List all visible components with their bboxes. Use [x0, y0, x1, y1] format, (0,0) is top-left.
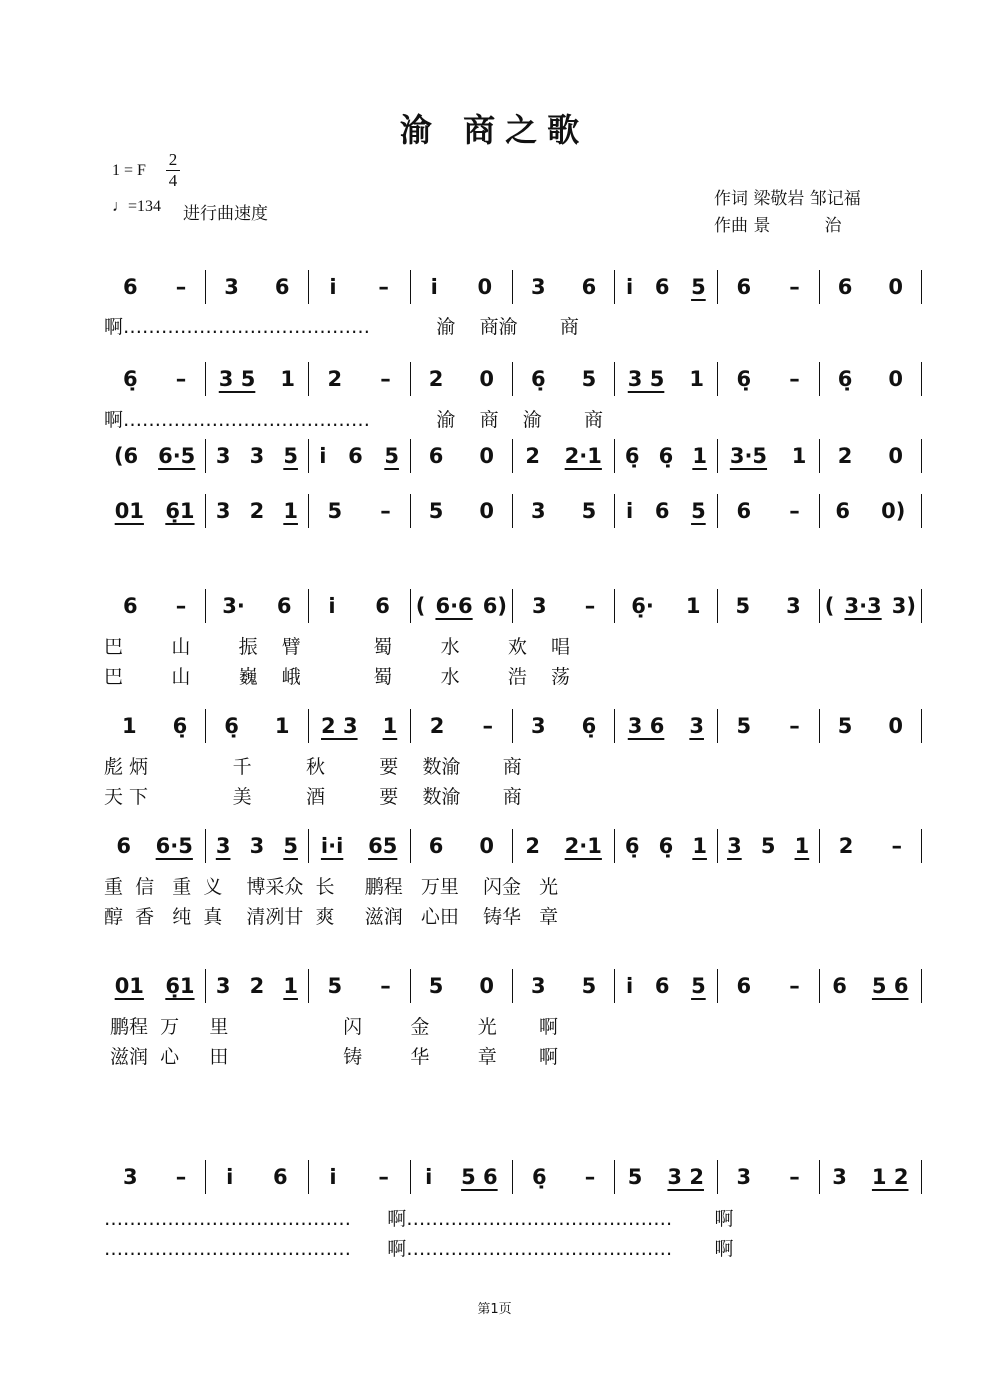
measure	[615, 709, 717, 743]
measure	[513, 709, 615, 743]
note: 0	[479, 974, 494, 998]
note: 0)	[881, 499, 906, 523]
note: 6	[654, 499, 670, 523]
measure	[309, 969, 411, 1003]
page-number: 第1页	[477, 1302, 512, 1317]
measure	[615, 829, 717, 863]
measure	[718, 829, 820, 863]
note: 6	[654, 974, 670, 998]
note: 0	[479, 499, 494, 523]
lyrics-line: 巴 山 振 臂 蜀 水 欢 唱	[104, 636, 571, 658]
note: 0	[888, 275, 903, 299]
note: i̇	[226, 1165, 234, 1189]
note: (	[415, 594, 426, 618]
note: 6̣	[581, 714, 597, 738]
measure	[104, 829, 206, 863]
measure	[104, 494, 206, 528]
note: –	[175, 367, 187, 391]
lyrics-line: 啊………………………………… 渝 商 渝 商	[104, 409, 604, 431]
note: 2	[249, 499, 265, 523]
note: –	[584, 594, 596, 618]
note: 3)	[891, 594, 916, 618]
note: 5	[691, 499, 706, 523]
note: 6̣	[736, 367, 752, 391]
note: 3	[224, 275, 239, 299]
note: 1	[689, 367, 704, 391]
note: –	[482, 714, 493, 738]
note: 01	[114, 974, 144, 998]
measure	[820, 829, 922, 863]
measure	[206, 494, 308, 528]
note: 1	[685, 594, 701, 618]
note: 6	[837, 275, 853, 299]
note: 6̣	[531, 367, 546, 391]
note: 0	[479, 444, 494, 468]
measure	[615, 494, 717, 528]
note: 1	[692, 444, 707, 468]
song-title: 渝 商之歌	[399, 111, 590, 149]
note: 3·3	[844, 594, 882, 618]
measure	[411, 439, 513, 473]
note: 3	[531, 714, 546, 738]
note: 3·5	[729, 444, 768, 468]
note: i̇	[328, 594, 336, 618]
note: 3	[832, 1165, 847, 1189]
note: 3 6	[627, 714, 665, 738]
measure	[820, 1160, 922, 1194]
note: 3	[215, 444, 231, 468]
note: 6̣	[624, 834, 640, 858]
time-signature	[166, 150, 180, 191]
note: 5	[736, 714, 752, 738]
note: 5	[581, 499, 597, 523]
measure	[206, 589, 308, 623]
measure	[718, 1160, 820, 1194]
note: 6	[123, 275, 138, 299]
note: 0	[888, 714, 903, 738]
measure	[820, 494, 922, 528]
note: i̇	[430, 275, 438, 299]
notation-line	[104, 494, 922, 528]
note: 6	[274, 275, 290, 299]
measure	[411, 494, 513, 528]
note: 1 2	[871, 1165, 909, 1189]
note: i̇	[329, 275, 337, 299]
note: –	[378, 275, 389, 299]
note: –	[789, 499, 800, 523]
note: 6̣	[172, 714, 188, 738]
note: 5	[283, 444, 298, 468]
note: 0	[477, 275, 493, 299]
note: i̇	[626, 275, 634, 299]
note: 2	[428, 367, 444, 391]
note: 3	[531, 275, 546, 299]
measure	[104, 589, 206, 623]
measure	[104, 270, 206, 304]
note: 6·5	[158, 444, 196, 468]
note: 6	[835, 499, 850, 523]
measure	[718, 270, 820, 304]
measure	[411, 969, 513, 1003]
measure	[513, 362, 615, 396]
measure	[104, 1160, 206, 1194]
lyrics-line: 巴 山 巍 峨 蜀 水 浩 荡	[104, 666, 571, 688]
note: 6	[581, 275, 597, 299]
measure	[309, 829, 411, 863]
lyrics-line: 滋润 心 田 铸 华 章 啊	[104, 1046, 558, 1068]
note: –	[380, 367, 391, 391]
measure	[411, 362, 513, 396]
note: 2	[327, 367, 343, 391]
measure	[206, 969, 308, 1003]
measure	[206, 709, 308, 743]
note: 6	[276, 594, 292, 618]
measure	[615, 589, 717, 623]
time-top: 2	[168, 150, 178, 169]
measure	[206, 270, 308, 304]
measure	[206, 1160, 308, 1194]
note: 1	[382, 714, 398, 738]
note: –	[891, 834, 902, 858]
note: 6)	[482, 594, 507, 618]
measure	[104, 362, 206, 396]
note: i̇	[425, 1165, 433, 1189]
note: 6	[832, 974, 847, 998]
note: 6̣	[837, 367, 853, 391]
note: 6	[736, 275, 752, 299]
note: –	[584, 1165, 596, 1189]
note: 2	[249, 974, 265, 998]
note: –	[175, 1165, 187, 1189]
note: –	[789, 275, 800, 299]
note: 3	[786, 594, 801, 618]
lyrics-line: 鹏程 万 里 闪 金 光 啊	[104, 1016, 558, 1038]
measure	[615, 270, 717, 304]
tempo-marking: ♩=134	[112, 198, 162, 215]
measure	[411, 270, 513, 304]
measure	[104, 439, 206, 473]
note: 6̣	[658, 834, 674, 858]
note: 3	[215, 499, 231, 523]
note: 5	[327, 499, 343, 523]
lyrics-line: 天 下 美 酒 要 数渝 商	[104, 786, 522, 808]
note: i̇	[626, 499, 634, 523]
note: 1	[274, 714, 290, 738]
note: 3	[532, 594, 547, 618]
measure	[513, 589, 615, 623]
note: 6̣1	[165, 499, 195, 523]
measure	[309, 1160, 411, 1194]
note: 6̣·	[631, 594, 654, 618]
notation-line	[104, 1160, 922, 1194]
notation-line	[104, 439, 922, 473]
measure	[411, 589, 513, 623]
note: 1	[283, 499, 298, 523]
note: 6	[428, 444, 444, 468]
note: 3	[689, 714, 704, 738]
note: 6̣	[658, 444, 674, 468]
note: 3	[531, 499, 546, 523]
note: 3	[123, 1165, 138, 1189]
note: 0	[888, 367, 903, 391]
measure	[718, 494, 820, 528]
lyrics-line: 重 信 重 义 博采众 长 鹏程 万里 闪金 光	[104, 876, 559, 898]
note: 0	[479, 367, 494, 391]
note: i̇	[319, 444, 327, 468]
lyricist: 作词 梁敬岩 邹记福	[714, 189, 861, 209]
key-signature: 1 = F	[112, 162, 146, 179]
measure	[513, 270, 615, 304]
note: 5	[837, 714, 853, 738]
note: 0	[888, 444, 903, 468]
notation-line	[104, 829, 922, 863]
note: 1	[283, 974, 298, 998]
note: –	[789, 714, 800, 738]
lyrics-line: ………………………………… 啊…………………………………… 啊	[104, 1208, 734, 1230]
measure	[411, 709, 513, 743]
measure	[820, 270, 922, 304]
note: 6	[375, 594, 390, 618]
note: 3 2	[667, 1165, 704, 1189]
note: 2	[838, 834, 854, 858]
measure	[309, 362, 411, 396]
measure	[820, 362, 922, 396]
note: i̇	[626, 974, 634, 998]
note: 6	[654, 275, 670, 299]
measure	[718, 362, 820, 396]
note: 6	[123, 594, 138, 618]
note: –	[380, 974, 391, 998]
note: 5	[327, 974, 343, 998]
note: 5	[283, 834, 298, 858]
note: 6	[273, 1165, 288, 1189]
note: 2	[429, 714, 445, 738]
note: –	[380, 499, 391, 523]
note: 6	[736, 499, 752, 523]
note: 5	[428, 499, 444, 523]
note: 3	[215, 834, 231, 858]
note: 1	[791, 444, 807, 468]
note: 6̣	[224, 714, 239, 738]
note: 1	[794, 834, 810, 858]
note: 6	[428, 834, 444, 858]
note: 3	[727, 834, 742, 858]
measure	[718, 969, 820, 1003]
notation-line	[104, 362, 922, 396]
note: 2 3	[321, 714, 358, 738]
measure	[309, 709, 411, 743]
measure	[104, 709, 206, 743]
credits	[714, 186, 861, 240]
note: 6	[116, 834, 131, 858]
note: –	[175, 594, 187, 618]
note: –	[789, 1165, 800, 1189]
measure	[718, 709, 820, 743]
note: 5	[627, 1165, 643, 1189]
note: 6̣1	[165, 974, 195, 998]
note: 3 5	[218, 367, 256, 391]
note: (	[824, 594, 835, 618]
note: 2	[525, 444, 540, 468]
note: 5	[428, 974, 444, 998]
note: 3	[531, 974, 546, 998]
measure	[513, 494, 615, 528]
note: 2	[837, 444, 853, 468]
note: 5	[691, 974, 706, 998]
note: 3	[736, 1165, 752, 1189]
note: 3·	[222, 594, 245, 618]
lyrics-line: ………………………………… 啊…………………………………… 啊	[104, 1238, 734, 1260]
note: 6·5	[155, 834, 193, 858]
tempo-text: 进行曲速度	[183, 204, 268, 224]
note: 3	[249, 834, 265, 858]
note: 5 6	[461, 1165, 498, 1189]
measure	[718, 439, 820, 473]
measure	[104, 969, 206, 1003]
note: 1	[692, 834, 707, 858]
measure	[309, 494, 411, 528]
notation-line	[104, 709, 922, 743]
measure	[615, 969, 717, 1003]
note: –	[175, 275, 187, 299]
note: 6̣	[123, 367, 138, 391]
note: 1	[280, 367, 295, 391]
measure	[615, 439, 717, 473]
note: (6	[113, 444, 139, 468]
measure	[206, 362, 308, 396]
note: –	[789, 367, 800, 391]
note: 2	[525, 834, 540, 858]
note: 6·6	[435, 594, 473, 618]
note: 3	[215, 974, 231, 998]
measure	[309, 589, 411, 623]
note: 5	[760, 834, 776, 858]
measure	[718, 589, 820, 623]
note: 6̣	[532, 1165, 547, 1189]
measure	[513, 1160, 615, 1194]
lyrics-line: 啊………………………………… 渝 商渝 商	[104, 316, 579, 338]
note: 01	[114, 499, 144, 523]
note: i̇	[329, 1165, 337, 1189]
measure	[513, 439, 615, 473]
note: 5	[691, 275, 706, 299]
note: 6̣	[624, 444, 640, 468]
note: –	[378, 1165, 389, 1189]
measure	[820, 709, 922, 743]
time-bottom: 4	[168, 171, 178, 190]
notation-line	[104, 969, 922, 1003]
note: 1	[122, 714, 137, 738]
measure	[615, 362, 717, 396]
note: 2·1	[564, 444, 602, 468]
measure	[820, 439, 922, 473]
measure	[820, 969, 922, 1003]
note: 6	[348, 444, 363, 468]
note: 0	[479, 834, 494, 858]
measure	[615, 1160, 717, 1194]
note: 5 6	[871, 974, 909, 998]
note: 5	[581, 367, 597, 391]
measure	[820, 589, 922, 623]
note: i̇·i̇	[320, 834, 344, 858]
note: 65	[368, 834, 398, 858]
lyrics-line: 彪 炳 千 秋 要 数渝 商	[104, 756, 522, 778]
notation-line	[104, 270, 922, 304]
note: 3 5	[627, 367, 665, 391]
measure	[513, 829, 615, 863]
note: 3	[249, 444, 265, 468]
note: –	[789, 974, 800, 998]
lyrics-line: 醇 香 纯 真 清冽甘 爽 滋润 心田 铸华 章	[104, 906, 559, 928]
note: 6	[736, 974, 752, 998]
measure	[513, 969, 615, 1003]
measure	[309, 270, 411, 304]
note: 5	[581, 974, 597, 998]
measure	[309, 439, 411, 473]
measure	[411, 1160, 513, 1194]
notation-line	[104, 589, 922, 623]
note: 5	[735, 594, 751, 618]
measure	[206, 439, 308, 473]
measure	[206, 829, 308, 863]
note: 5	[384, 444, 399, 468]
measure	[411, 829, 513, 863]
note: 2·1	[564, 834, 602, 858]
composer: 作曲 景 治	[714, 216, 842, 236]
